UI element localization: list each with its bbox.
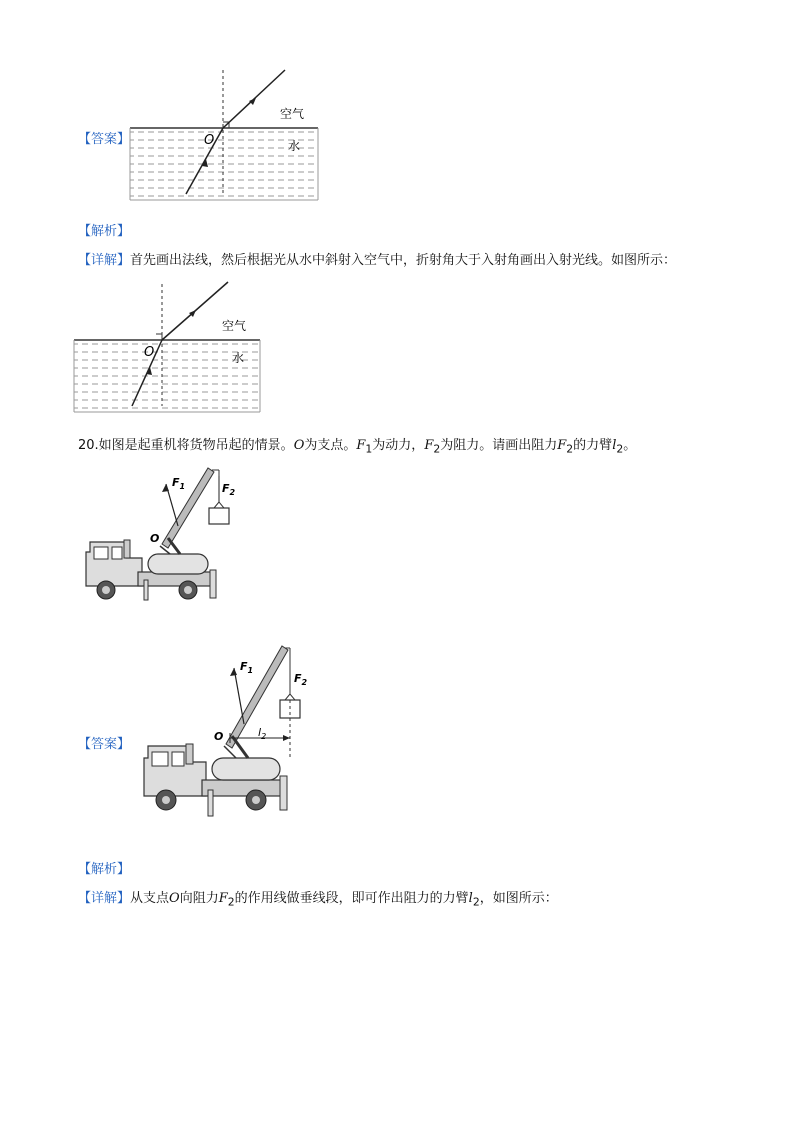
q20-F1: F bbox=[356, 438, 366, 453]
detail-tag-q20: 【详解】 bbox=[78, 891, 131, 906]
q20-text: 为阻力。请画出阻力 bbox=[440, 438, 558, 453]
d20-text: 从支点 bbox=[130, 891, 170, 906]
d20-l2-sub: 2 bbox=[472, 895, 480, 909]
question-20 bbox=[78, 434, 636, 456]
water-label: 水 bbox=[288, 139, 301, 153]
d20-text: ，如图所示： bbox=[479, 891, 558, 906]
q20-text: 的力臂 bbox=[573, 438, 613, 453]
analysis-tag-q20: 【解析】 bbox=[78, 862, 131, 877]
q20-text: 20.如图是起重机将货物吊起的情景。 bbox=[78, 438, 294, 453]
F2-label: $F_2$ bbox=[222, 482, 236, 497]
d20-l2: l bbox=[468, 891, 473, 906]
O-label: O bbox=[150, 532, 160, 545]
q20-text: 为支点。 bbox=[304, 438, 357, 453]
F2-label: $F_2$ bbox=[294, 672, 308, 687]
detail-line-q19 bbox=[78, 249, 676, 268]
q20-F2-sub: 2 bbox=[566, 442, 574, 456]
O-label: O bbox=[214, 730, 224, 743]
detail-text-q19: 首先画出法线，然后根据光从水中斜射入空气中，折射角大于入射角画出入射光线。如图所示： bbox=[130, 253, 677, 268]
point-O-label: O bbox=[144, 345, 155, 360]
q20-F2-sub: 2 bbox=[433, 442, 441, 456]
q20-F2: F bbox=[424, 438, 434, 453]
water-label: 水 bbox=[232, 351, 245, 365]
analysis-tag-q19: 【解析】 bbox=[78, 224, 131, 239]
crane-figure-question bbox=[82, 462, 242, 612]
d20-text: 的作用线做垂线段，即可作出阻力的力臂 bbox=[234, 891, 469, 906]
point-O-label: O bbox=[204, 133, 215, 148]
q20-text: 。 bbox=[623, 438, 637, 453]
d20-F2-sub: 2 bbox=[227, 895, 235, 909]
d20-O: O bbox=[169, 891, 180, 906]
detail-tag-q19: 【详解】 bbox=[78, 253, 131, 268]
q20-l2: l bbox=[612, 438, 617, 453]
d20-text: 向阻力 bbox=[179, 891, 219, 906]
refraction-figure-detail bbox=[72, 276, 264, 416]
d20-F2: F bbox=[218, 891, 228, 906]
crane-figure-answer bbox=[140, 640, 310, 820]
l2-label: $l_2$ bbox=[258, 726, 267, 741]
q20-text: 为动力， bbox=[372, 438, 425, 453]
refraction-figure-answer bbox=[128, 64, 323, 204]
q20-F2: F bbox=[557, 438, 567, 453]
q20-F1-sub: 1 bbox=[365, 442, 373, 456]
F1-label: $F_1$ bbox=[172, 476, 186, 491]
answer-tag-q19: 【答案】 bbox=[78, 132, 131, 147]
detail-line-q20 bbox=[78, 887, 558, 909]
q20-l2-sub: 2 bbox=[616, 442, 624, 456]
air-label: 空气 bbox=[280, 107, 305, 121]
q20-O: O bbox=[293, 438, 305, 453]
air-label: 空气 bbox=[222, 319, 247, 333]
answer-tag-q20: 【答案】 bbox=[78, 737, 131, 752]
F1-label: $F_1$ bbox=[240, 660, 254, 675]
